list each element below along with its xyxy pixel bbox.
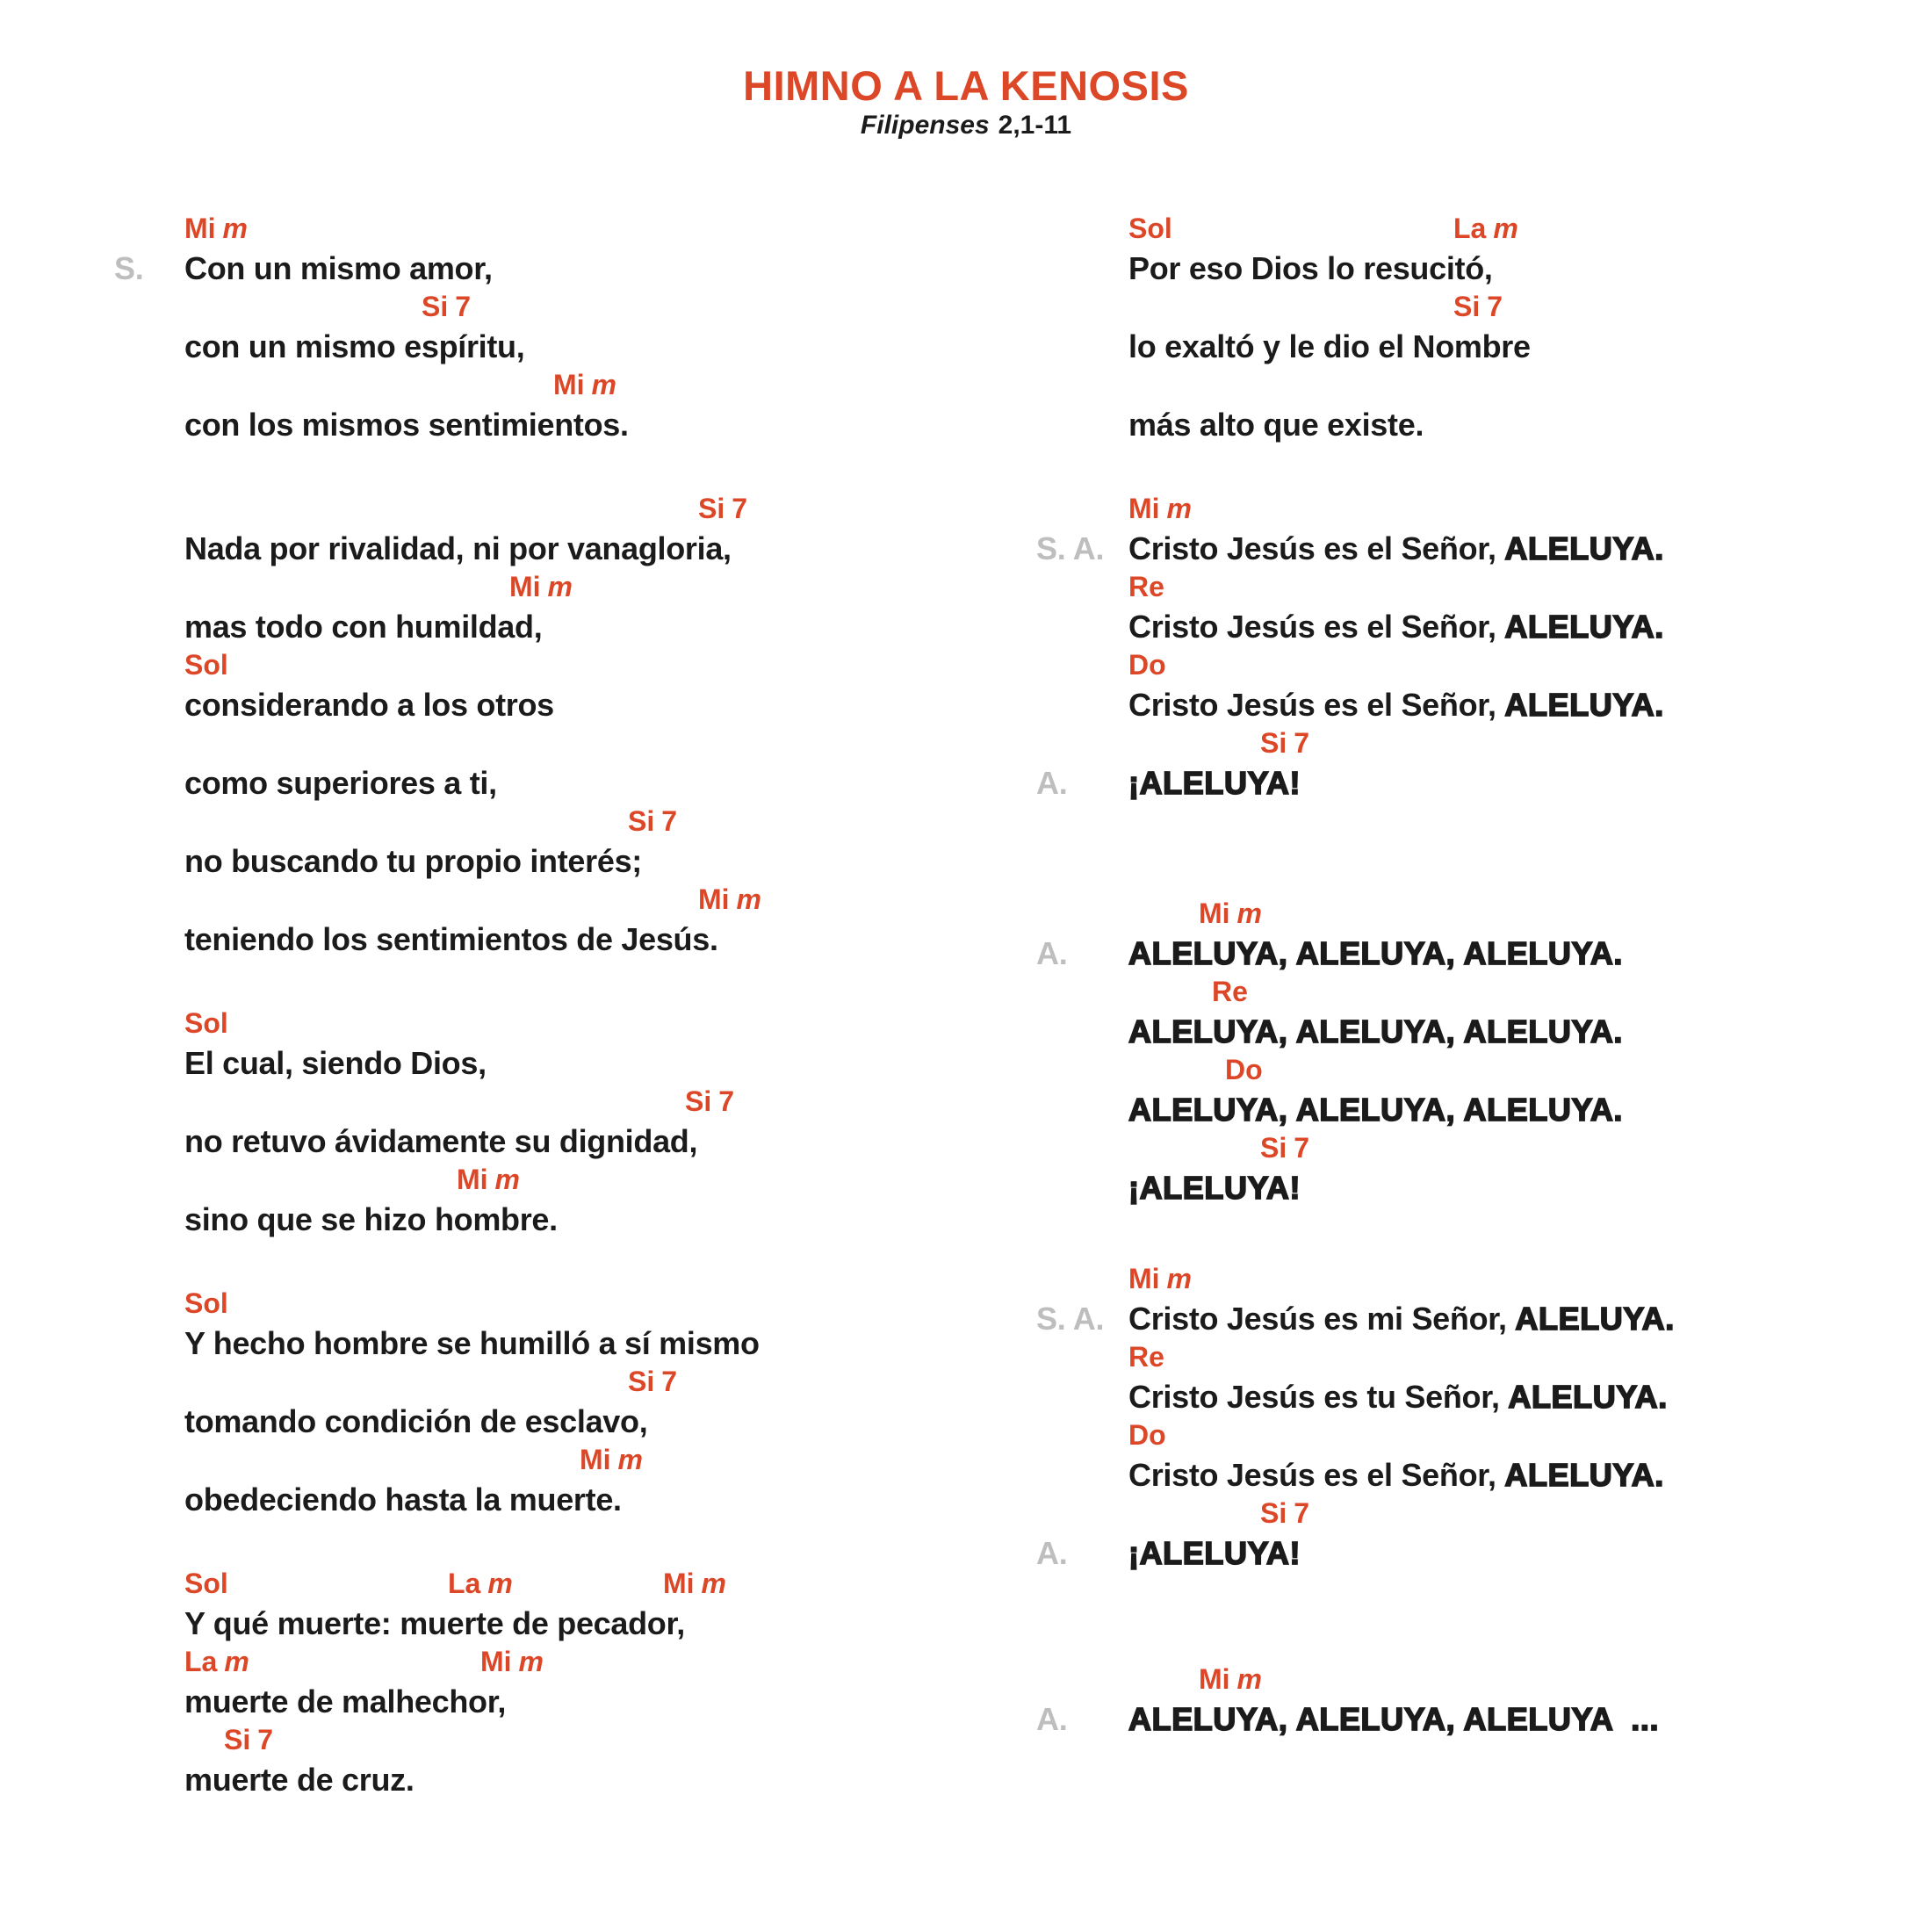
chord-label bbox=[1128, 213, 1172, 245]
chord-row bbox=[184, 1084, 940, 1121]
subtitle-book: Filipenses bbox=[860, 111, 990, 140]
chord-root: Si bbox=[698, 493, 725, 524]
voice-prefix: S. bbox=[114, 250, 144, 286]
chord-label bbox=[448, 1568, 513, 1600]
chord-suffix: 7 bbox=[732, 493, 748, 524]
song-line bbox=[184, 1162, 940, 1240]
lyric-text: Cristo Jesús es el Señor, bbox=[1128, 609, 1505, 645]
chord-row bbox=[184, 569, 940, 606]
chord-row bbox=[1128, 211, 1884, 248]
chord-suffix: m bbox=[494, 1164, 520, 1195]
chord-label bbox=[1128, 1341, 1164, 1373]
chord-label bbox=[1128, 493, 1192, 525]
voice-prefix: A. bbox=[1036, 1701, 1068, 1737]
lyric-text: ALELUYA. bbox=[1508, 1379, 1668, 1415]
lyric-line bbox=[184, 1121, 940, 1162]
chord-row bbox=[184, 647, 940, 684]
song-line bbox=[184, 367, 940, 445]
chord-suffix: m bbox=[224, 1646, 249, 1677]
lyric-text: ALELUYA. bbox=[1504, 609, 1664, 645]
chord-suffix: m bbox=[1166, 1263, 1192, 1294]
chord-row bbox=[1128, 289, 1884, 326]
lyric-text: ¡ALELUYA! bbox=[1128, 1170, 1301, 1206]
song-line bbox=[1036, 725, 1884, 804]
chord-suffix: 7 bbox=[455, 291, 472, 322]
chord-label bbox=[628, 805, 677, 838]
chord-root: Si bbox=[1260, 1132, 1287, 1164]
chord-root: Sol bbox=[184, 1007, 228, 1039]
lyric-text: tomando condición de esclavo, bbox=[184, 1403, 648, 1439]
lyric-line bbox=[1128, 1376, 1884, 1417]
song-line bbox=[184, 1644, 940, 1722]
song-line bbox=[1128, 569, 1884, 647]
lyric-line bbox=[1036, 933, 1884, 974]
chord-suffix: m bbox=[1166, 493, 1192, 524]
lyric-text: mas todo con humildad, bbox=[184, 609, 543, 645]
song-column-left bbox=[114, 211, 940, 1800]
chord-suffix: 7 bbox=[1294, 1497, 1310, 1529]
lyric-text: Con un mismo amor, bbox=[184, 250, 493, 286]
chord-label bbox=[224, 1724, 273, 1756]
chord-root: Re bbox=[1128, 1341, 1164, 1373]
chord-row bbox=[1128, 1052, 1884, 1089]
lyric-text: Nada por rivalidad, ni por vanagloria, bbox=[184, 530, 732, 566]
lyric-line bbox=[1128, 1011, 1884, 1052]
stanza bbox=[184, 491, 940, 960]
song-line bbox=[1128, 367, 1884, 445]
lyric-text: ALELUYA, ALELUYA, ALELUYA ... bbox=[1128, 1701, 1660, 1737]
chord-root: Re bbox=[1212, 976, 1248, 1007]
lyric-line bbox=[184, 840, 940, 882]
song-line bbox=[184, 1442, 940, 1520]
voice-prefix: A. bbox=[1036, 1535, 1068, 1571]
lyric-line bbox=[184, 1603, 940, 1644]
stanza bbox=[114, 211, 940, 445]
chord-label bbox=[1128, 649, 1166, 681]
chord-label bbox=[1453, 213, 1518, 245]
chord-label bbox=[553, 369, 616, 401]
stanza bbox=[1128, 211, 1884, 445]
stanza bbox=[1036, 491, 1884, 804]
chord-suffix: m bbox=[547, 571, 573, 602]
chord-row bbox=[184, 882, 940, 919]
lyric-text: ALELUYA. bbox=[1504, 530, 1664, 566]
stanza bbox=[1036, 896, 1884, 1208]
lyric-text: obedeciendo hasta la muerte. bbox=[184, 1481, 622, 1517]
chord-root: Do bbox=[1225, 1054, 1263, 1085]
lyric-line bbox=[1128, 606, 1884, 647]
lyric-text: Cristo Jesús es el Señor, bbox=[1128, 530, 1505, 566]
chord-root: Si bbox=[224, 1724, 251, 1755]
lyric-line bbox=[184, 1479, 940, 1520]
chord-row bbox=[184, 289, 940, 326]
chord-row bbox=[184, 1162, 940, 1199]
chord-row bbox=[1128, 1417, 1884, 1454]
lyric-text: muerte de cruz. bbox=[184, 1762, 415, 1798]
lyric-text: ALELUYA. bbox=[1504, 687, 1664, 723]
song-line bbox=[1036, 1662, 1884, 1740]
lyric-line bbox=[184, 684, 940, 725]
lyric-line bbox=[1128, 248, 1884, 289]
chord-suffix: m bbox=[591, 369, 616, 400]
subtitle-verses: 2,1-11 bbox=[998, 111, 1072, 140]
lyric-text: Cristo Jesús es mi Señor, bbox=[1128, 1301, 1516, 1337]
chord-suffix: 7 bbox=[661, 1366, 678, 1397]
chord-suffix: m bbox=[617, 1444, 643, 1475]
chord-root: Sol bbox=[184, 1568, 228, 1599]
song-line bbox=[184, 804, 940, 882]
lyric-line bbox=[184, 1401, 940, 1442]
lyric-line bbox=[1128, 1454, 1884, 1496]
chord-row bbox=[1128, 569, 1884, 606]
chord-suffix: m bbox=[701, 1568, 726, 1599]
song-column-right bbox=[1036, 211, 1884, 1740]
lyric-line bbox=[1036, 1532, 1884, 1574]
song-line bbox=[1036, 491, 1884, 569]
stanza bbox=[184, 1286, 940, 1520]
lyric-text: El cual, siendo Dios, bbox=[184, 1045, 487, 1081]
chord-root: Mi bbox=[509, 571, 541, 602]
chord-row bbox=[1128, 1662, 1884, 1698]
song-line bbox=[1128, 211, 1884, 289]
chord-root: La bbox=[184, 1646, 218, 1677]
chord-label bbox=[1128, 571, 1164, 603]
song-line bbox=[184, 569, 940, 647]
chord-suffix: 7 bbox=[1294, 1132, 1310, 1164]
song-line bbox=[184, 1566, 940, 1644]
lyric-text: considerando a los otros bbox=[184, 687, 554, 723]
chord-suffix: m bbox=[1493, 213, 1518, 244]
chord-root: Si bbox=[628, 1366, 655, 1397]
chord-root: La bbox=[448, 1568, 481, 1599]
lyric-text: ALELUYA, ALELUYA, ALELUYA. bbox=[1128, 1092, 1624, 1128]
chord-root: Si bbox=[1260, 1497, 1287, 1529]
song-line bbox=[1036, 1261, 1884, 1339]
lyric-text: ¡ALELUYA! bbox=[1128, 1535, 1301, 1571]
chord-row bbox=[1128, 1261, 1884, 1298]
lyric-line bbox=[1036, 528, 1884, 569]
chord-root: Mi bbox=[457, 1164, 488, 1195]
chord-label bbox=[1128, 1419, 1166, 1452]
song-line bbox=[184, 1006, 940, 1084]
chord-row bbox=[1128, 725, 1884, 762]
song-line bbox=[1128, 1339, 1884, 1417]
chord-label bbox=[698, 883, 761, 916]
chord-label bbox=[184, 649, 228, 681]
chord-row bbox=[184, 1364, 940, 1401]
song-line bbox=[1128, 647, 1884, 725]
chord-label bbox=[663, 1568, 726, 1600]
chord-row bbox=[1128, 647, 1884, 684]
chord-label bbox=[1453, 291, 1503, 323]
chord-root: La bbox=[1453, 213, 1487, 244]
chord-root: Si bbox=[422, 291, 449, 322]
lyric-text: ALELUYA, ALELUYA, ALELUYA. bbox=[1128, 1013, 1624, 1049]
chord-suffix: m bbox=[487, 1568, 513, 1599]
song-line bbox=[184, 882, 940, 960]
song-line bbox=[184, 1084, 940, 1162]
song-line bbox=[1036, 1496, 1884, 1574]
chord-root: Do bbox=[1128, 1419, 1166, 1451]
chord-label bbox=[184, 1007, 228, 1040]
chord-row bbox=[184, 1286, 940, 1323]
lyric-text: Cristo Jesús es el Señor, bbox=[1128, 1457, 1505, 1493]
lyric-text: como superiores a ti, bbox=[184, 765, 497, 801]
chord-row bbox=[1128, 491, 1884, 528]
chord-label bbox=[1199, 1663, 1262, 1696]
chord-root: Mi bbox=[480, 1646, 512, 1677]
lyric-line bbox=[1036, 1698, 1884, 1740]
voice-prefix: S. A. bbox=[1036, 530, 1105, 566]
chord-label bbox=[580, 1444, 643, 1476]
lyric-text: ¡ALELUYA! bbox=[1128, 765, 1301, 801]
chord-row bbox=[184, 1006, 940, 1042]
chord-suffix: m bbox=[518, 1646, 544, 1677]
lyric-text: Cristo Jesús es el Señor, bbox=[1128, 687, 1505, 723]
chord-label bbox=[1199, 898, 1262, 930]
chord-root: Sol bbox=[184, 649, 228, 681]
lyric-text: ALELUYA. bbox=[1504, 1457, 1664, 1493]
chord-label bbox=[1260, 727, 1309, 760]
lyric-line bbox=[184, 404, 940, 445]
lyric-text: Y qué muerte: muerte de pecador, bbox=[184, 1605, 685, 1641]
chord-label bbox=[1225, 1054, 1263, 1086]
chord-root: Si bbox=[685, 1085, 712, 1117]
chord-label bbox=[509, 571, 573, 603]
chord-suffix: 7 bbox=[1487, 291, 1503, 322]
chord-label bbox=[422, 291, 471, 323]
lyric-text: teniendo los sentimientos de Jesús. bbox=[184, 921, 718, 957]
page-subtitle bbox=[0, 111, 1932, 141]
chord-suffix: m bbox=[736, 883, 761, 915]
song-line bbox=[114, 211, 940, 289]
chord-label bbox=[1128, 1263, 1192, 1295]
chord-root: Mi bbox=[1128, 493, 1160, 524]
chord-suffix: m bbox=[1236, 898, 1262, 929]
chord-root: Si bbox=[628, 805, 655, 837]
song-line bbox=[1128, 1130, 1884, 1208]
chord-label bbox=[1260, 1497, 1309, 1530]
chord-root: Mi bbox=[1199, 898, 1230, 929]
chord-root: Mi bbox=[553, 369, 585, 400]
chord-row bbox=[1128, 896, 1884, 933]
chord-row bbox=[1128, 1339, 1884, 1376]
chord-row bbox=[184, 211, 940, 248]
lyric-text: no buscando tu propio interés; bbox=[184, 843, 642, 879]
lyric-line bbox=[184, 606, 940, 647]
chord-root: Mi bbox=[698, 883, 730, 915]
song-line bbox=[1128, 289, 1884, 367]
song-line bbox=[184, 491, 940, 569]
chord-label bbox=[184, 1646, 249, 1678]
stanza bbox=[1036, 1261, 1884, 1574]
chord-root: Re bbox=[1128, 571, 1164, 602]
lyric-text: ALELUYA, ALELUYA, ALELUYA. bbox=[1128, 935, 1624, 971]
lyric-line bbox=[184, 528, 940, 569]
chord-root: Mi bbox=[1128, 1263, 1160, 1294]
chord-root: Si bbox=[1453, 291, 1481, 322]
lyric-line bbox=[1128, 684, 1884, 725]
lyric-line bbox=[1128, 1167, 1884, 1208]
lyric-line bbox=[1036, 762, 1884, 804]
song-line bbox=[184, 1286, 940, 1364]
song-line bbox=[184, 647, 940, 725]
chord-root: Mi bbox=[184, 213, 216, 244]
lyric-line bbox=[1128, 1089, 1884, 1130]
lyric-line bbox=[184, 1042, 940, 1084]
chord-row bbox=[184, 1722, 940, 1759]
chord-root: Mi bbox=[580, 1444, 611, 1475]
chord-root: Mi bbox=[663, 1568, 695, 1599]
lyric-text: Cristo Jesús es tu Señor, bbox=[1128, 1379, 1509, 1415]
chord-row bbox=[184, 491, 940, 528]
chord-label bbox=[457, 1164, 520, 1196]
chord-label bbox=[184, 213, 248, 245]
lyric-line bbox=[184, 919, 940, 960]
stanza bbox=[1036, 1662, 1884, 1740]
lyric-line bbox=[184, 1681, 940, 1722]
chord-label bbox=[685, 1085, 734, 1118]
chord-row bbox=[184, 725, 940, 762]
lyric-text: no retuvo ávidamente su dignidad, bbox=[184, 1123, 698, 1159]
lyric-line bbox=[184, 1199, 940, 1240]
chord-label bbox=[698, 493, 747, 525]
voice-prefix: A. bbox=[1036, 935, 1068, 971]
chord-label bbox=[1212, 976, 1248, 1008]
lyric-text: Y hecho hombre se humilló a sí mismo bbox=[184, 1325, 760, 1361]
chord-label bbox=[184, 1568, 228, 1600]
chord-root: Si bbox=[1260, 727, 1287, 759]
chord-row bbox=[184, 1644, 940, 1681]
chord-label bbox=[184, 1287, 228, 1320]
chord-suffix: 7 bbox=[718, 1085, 735, 1117]
chord-suffix: 7 bbox=[257, 1724, 274, 1755]
lyric-text: ALELUYA. bbox=[1515, 1301, 1675, 1337]
song-line bbox=[184, 1722, 940, 1800]
lyric-text: Por eso Dios lo resucitó, bbox=[1128, 250, 1493, 286]
lyric-line bbox=[184, 762, 940, 804]
stanza bbox=[184, 1566, 940, 1800]
chord-suffix: m bbox=[222, 213, 248, 244]
song-line bbox=[184, 1364, 940, 1442]
song-line bbox=[1128, 974, 1884, 1052]
chord-row bbox=[1128, 367, 1884, 404]
chord-label bbox=[480, 1646, 544, 1678]
chord-row bbox=[184, 1566, 940, 1603]
chord-row bbox=[184, 1442, 940, 1479]
lyric-text: muerte de malhechor, bbox=[184, 1683, 507, 1719]
lyric-text: con un mismo espíritu, bbox=[184, 328, 525, 364]
song-line bbox=[1128, 1052, 1884, 1130]
lyric-line bbox=[184, 1759, 940, 1800]
chord-root: Do bbox=[1128, 649, 1166, 681]
lyric-text: lo exaltó y le dio el Nombre bbox=[1128, 328, 1531, 364]
chord-row bbox=[1128, 974, 1884, 1011]
chord-row bbox=[184, 367, 940, 404]
lyric-text: sino que se hizo hombre. bbox=[184, 1201, 558, 1237]
chord-suffix: 7 bbox=[1294, 727, 1310, 759]
chord-label bbox=[628, 1366, 677, 1398]
stanza bbox=[184, 1006, 940, 1240]
chord-suffix: 7 bbox=[661, 805, 678, 837]
chord-row bbox=[1128, 1130, 1884, 1167]
chord-label bbox=[1260, 1132, 1309, 1164]
lyric-line bbox=[1128, 404, 1884, 445]
voice-prefix: S. A. bbox=[1036, 1301, 1105, 1337]
lyric-line bbox=[114, 248, 940, 289]
page-title: HIMNO A LA KENOSIS bbox=[743, 62, 1189, 109]
song-line bbox=[184, 725, 940, 804]
chord-suffix: m bbox=[1236, 1663, 1262, 1695]
song-line bbox=[1036, 896, 1884, 974]
chord-root: Sol bbox=[184, 1287, 228, 1319]
lyric-line bbox=[184, 326, 940, 367]
voice-prefix: A. bbox=[1036, 765, 1068, 801]
chord-row bbox=[1128, 1496, 1884, 1532]
lyric-text: con los mismos sentimientos. bbox=[184, 407, 629, 443]
lyric-line bbox=[184, 1323, 940, 1364]
song-line bbox=[1128, 1417, 1884, 1496]
lyric-line bbox=[1036, 1298, 1884, 1339]
chord-root: Sol bbox=[1128, 213, 1172, 244]
lyric-line bbox=[1128, 326, 1884, 367]
chord-row bbox=[184, 804, 940, 840]
song-line bbox=[184, 289, 940, 367]
lyric-text: más alto que existe. bbox=[1128, 407, 1424, 443]
chord-root: Mi bbox=[1199, 1663, 1230, 1695]
